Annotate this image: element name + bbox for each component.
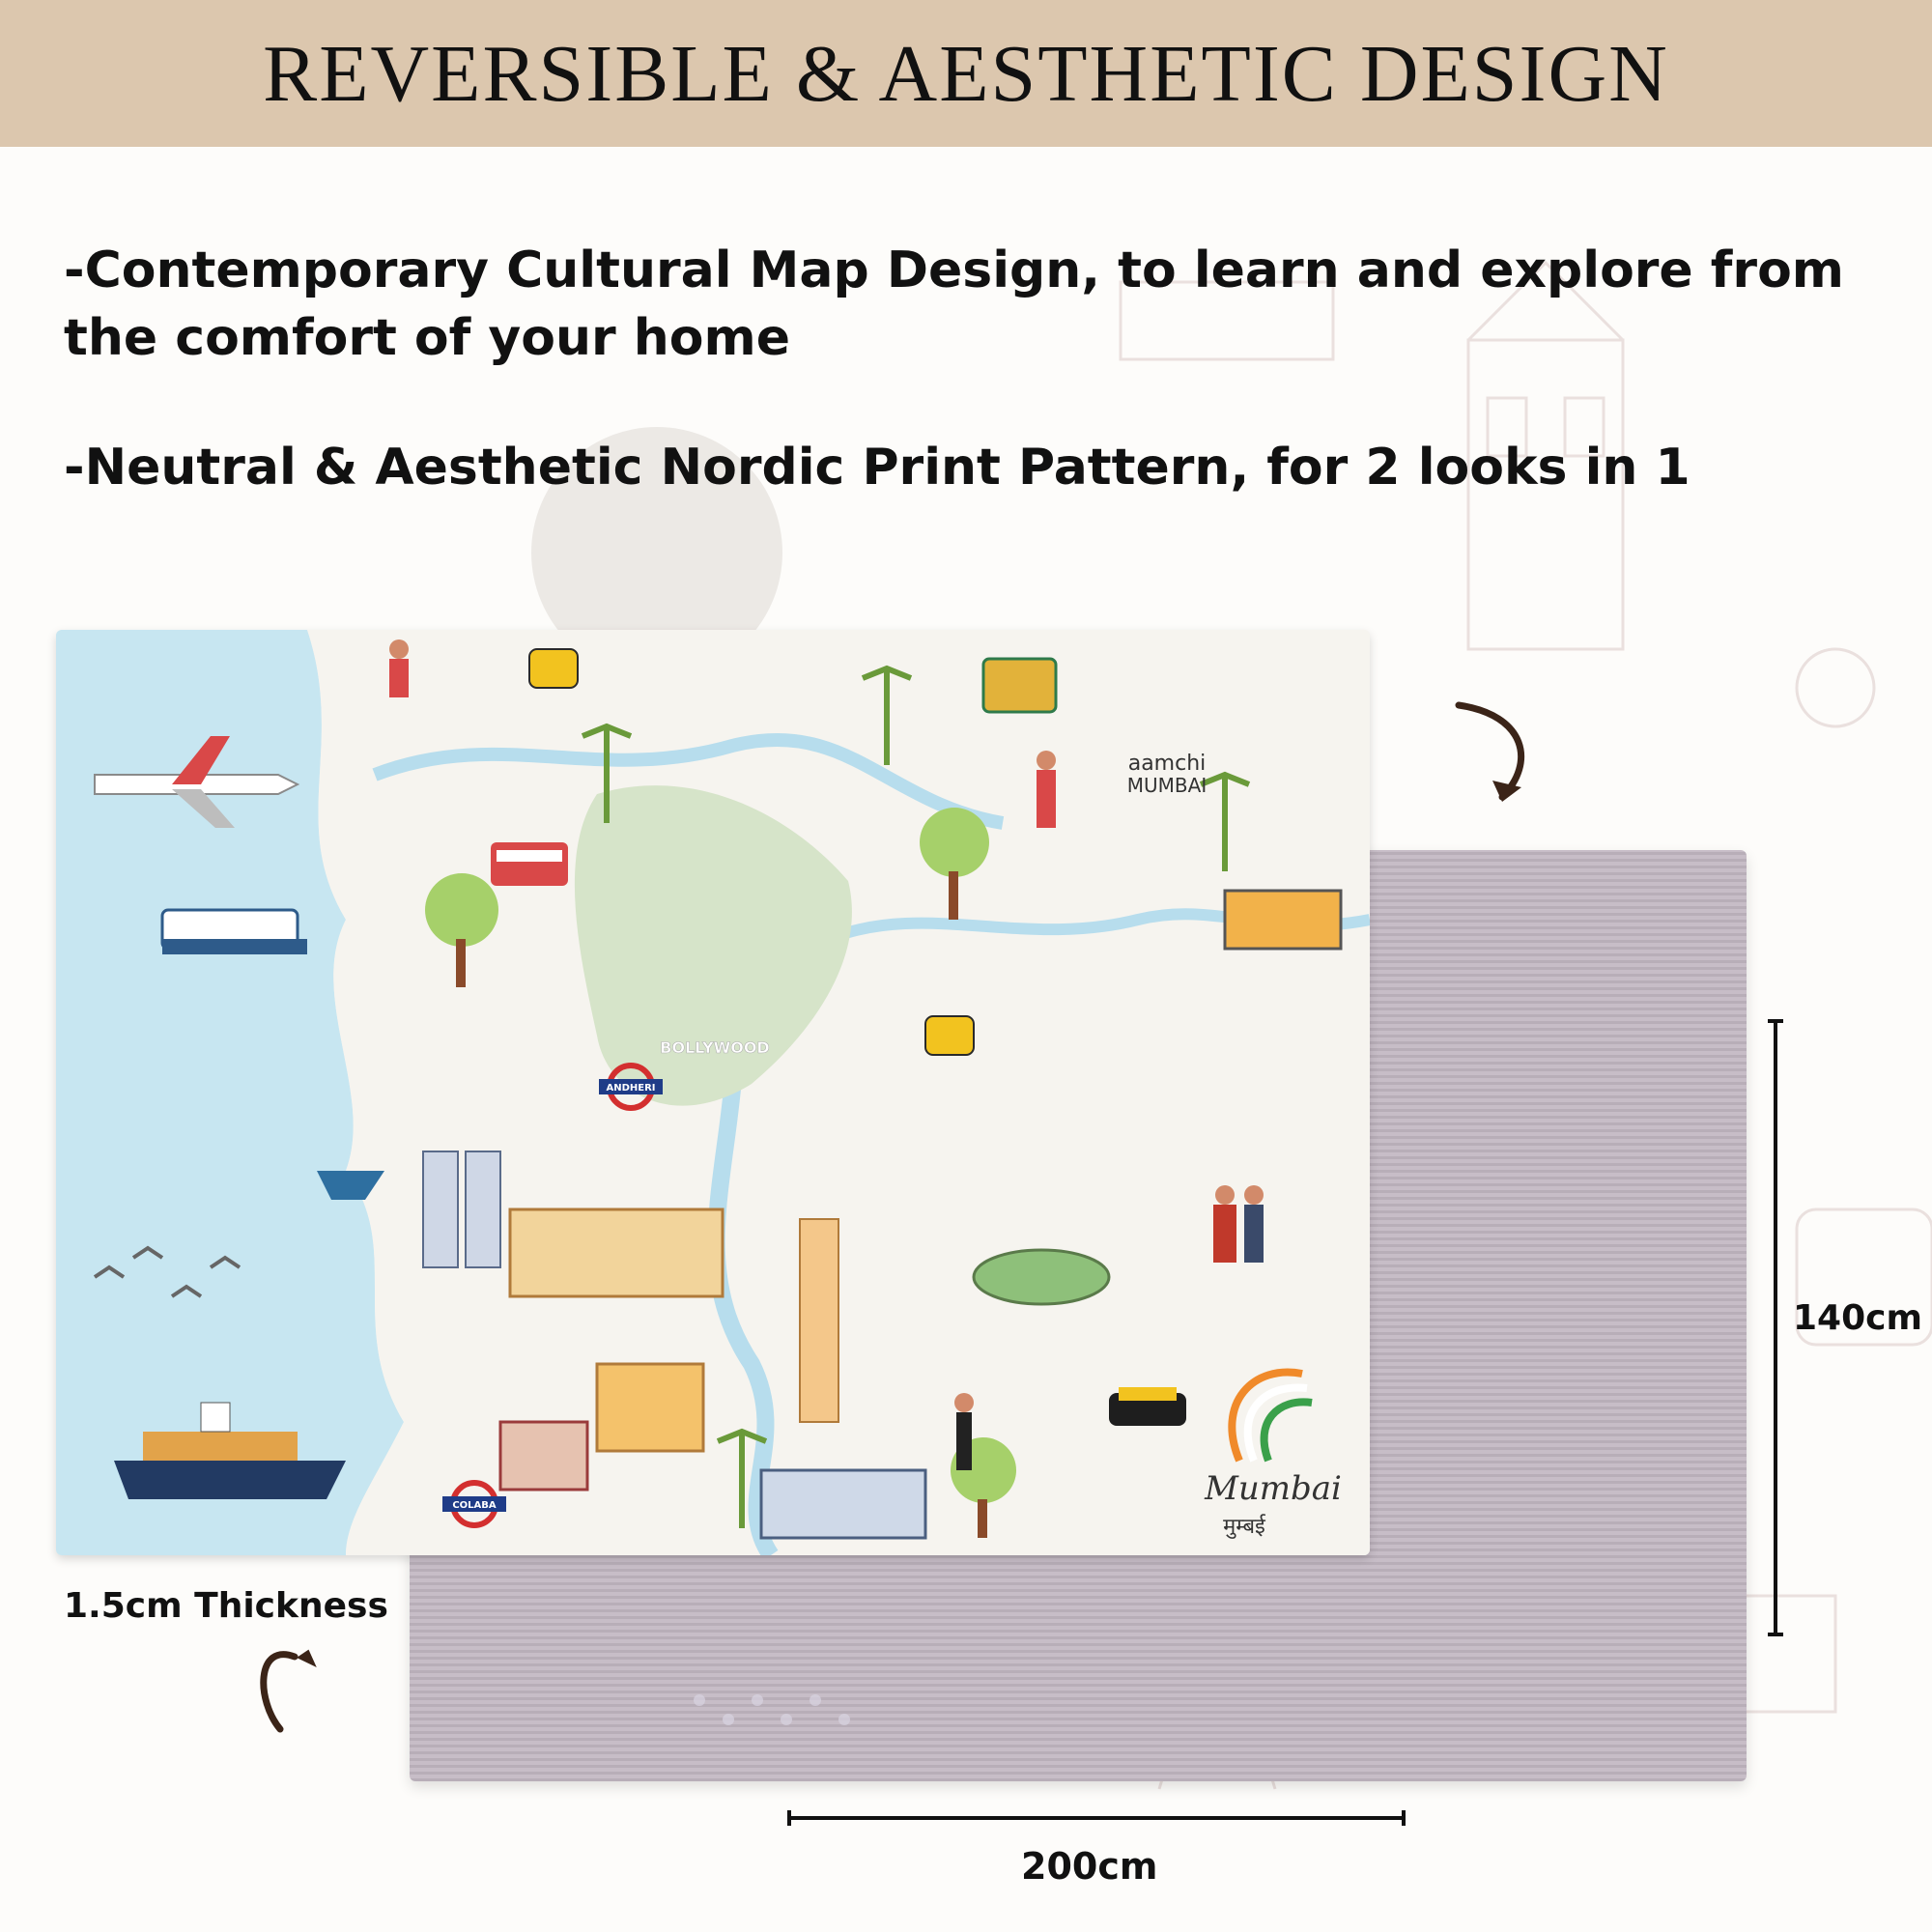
width-dimension-line (789, 1810, 1404, 1826)
mumbai-signature-hindi: मुम्बई (1223, 1515, 1265, 1539)
banner-title: REVERSIBLE & AESTHETIC DESIGN (263, 28, 1669, 119)
andheri-station-label: ANDHERI (606, 1083, 656, 1094)
mumbai-signature: Mumbai (1205, 1469, 1342, 1508)
width-label: 200cm (1021, 1845, 1158, 1888)
aamchi-logo-line1: aamchi (1127, 752, 1207, 776)
height-label: 140cm (1793, 1298, 1922, 1338)
colaba-station-label: COLABA (452, 1500, 497, 1511)
bollywood-sign: BOLLYWOOD (660, 1038, 770, 1057)
aamchi-logo-line2: MUMBAI (1126, 774, 1208, 797)
thickness-label: 1.5cm Thickness (64, 1586, 388, 1626)
feature-bullet-nordic-pattern: -Neutral & Aesthetic Nordic Print Pattern, for 2 looks in 1 (64, 439, 1690, 497)
feature-bullet-map-design: -Contemporary Cultural Map Design, to learn and explore from the comfort of your home (64, 242, 1844, 367)
curved-arrow-thickness-icon (264, 1655, 295, 1729)
height-dimension-line (1768, 1021, 1783, 1634)
curved-arrow-to-reverse-icon (1459, 705, 1521, 797)
